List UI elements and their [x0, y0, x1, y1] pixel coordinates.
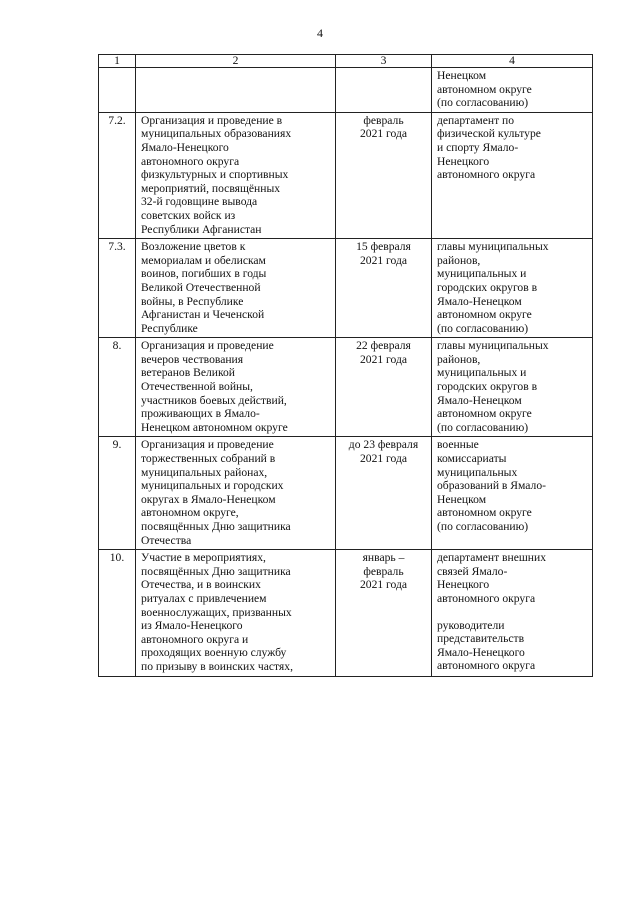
row-number: 9.: [99, 437, 136, 550]
row-number: [99, 68, 136, 113]
responsible-party: [432, 550, 593, 676]
responsible-party: Ненецком автономном округе (по согласованию): [432, 68, 593, 113]
event-date: январь – февраль 2021 года: [336, 550, 432, 676]
responsible-party: департамент по физической культуре и спорту Ямало- Ненецкого автономного округа: [432, 112, 593, 238]
table-row: [99, 338, 593, 437]
table-row: [99, 68, 593, 113]
column-header-4: 4: [432, 55, 593, 68]
table-header-row: [99, 55, 593, 68]
row-number: 10.: [99, 550, 136, 676]
paragraph-gap: [437, 606, 587, 619]
event-date: 15 февраля 2021 года: [336, 239, 432, 338]
table-row: [99, 112, 593, 238]
row-number: 7.2.: [99, 112, 136, 238]
table-row: [99, 239, 593, 338]
row-number: 7.3.: [99, 239, 136, 338]
responsible-party: военные комиссариаты муниципальных образований в Ямало- Ненецком автономном округе (по согласованию): [432, 437, 593, 550]
table-row: [99, 550, 593, 676]
table-row: [99, 437, 593, 550]
event-description: Участие в мероприятиях, посвящённых Дню защитника Отечества, и в воинских ритуалах с привлечением военнослужащих, призванных из Ямало-Ненецкого автономного округа и проходящих военную службу по призыву в воинских частях,: [136, 550, 336, 676]
column-header-3: 3: [336, 55, 432, 68]
event-date: до 23 февраля 2021 года: [336, 437, 432, 550]
column-header-1: 1: [99, 55, 136, 68]
responsible-secondary: руководители представительств Ямало-Ненецкого автономного округа: [437, 618, 536, 673]
responsible-primary: департамент внешних связей Ямало- Ненецкого автономного округа: [437, 551, 547, 605]
event-description: Организация и проведение в муниципальных образованиях Ямало-Ненецкого автономного округа физкультурных и спортивных мероприятий, посвящённых 32-й годовщине вывода советских войск из Республики Афганистан: [136, 112, 336, 238]
event-description: Организация и проведение вечеров чествования ветеранов Великой Отечественной войны, участников боевых действий, проживающих в Ямало- Ненецком автономном округе: [136, 338, 336, 437]
events-table: [98, 54, 593, 677]
page-number: 4: [317, 26, 323, 40]
responsible-party: главы муниципальных районов, муниципальных и городских округов в Ямало-Ненецком автономном округе (по согласованию): [432, 239, 593, 338]
column-header-2: 2: [136, 55, 336, 68]
event-date: февраль 2021 года: [336, 112, 432, 238]
responsible-party: главы муниципальных районов, муниципальных и городских округов в Ямало-Ненецком автономном округе (по согласованию): [432, 338, 593, 437]
row-number: 8.: [99, 338, 136, 437]
event-date: 22 февраля 2021 года: [336, 338, 432, 437]
event-description: [136, 68, 336, 113]
event-description: Организация и проведение торжественных собраний в муниципальных районах, муниципальных и городских округах в Ямало-Ненецком автономном округе, посвящённых Дню защитника Отечества: [136, 437, 336, 550]
event-date: [336, 68, 432, 113]
event-description: Возложение цветов к мемориалам и обелискам воинов, погибших в годы Великой Отечественной войны, в Республике Афганистан и Чеченской Республике: [136, 239, 336, 338]
